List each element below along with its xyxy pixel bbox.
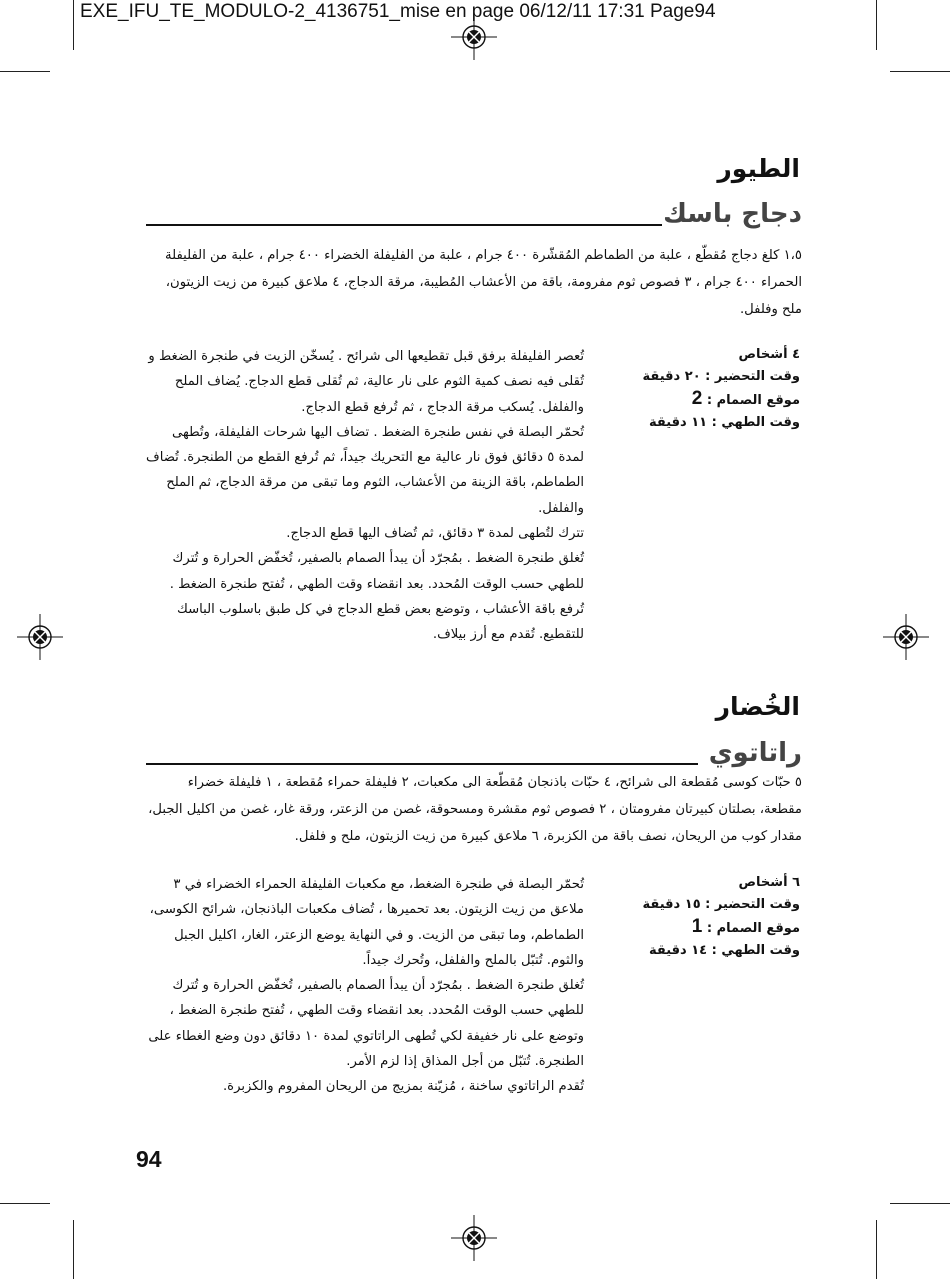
valve-label: موقع الصمام : [706, 921, 800, 936]
registration-mark-bottom [451, 1215, 497, 1261]
crop-mark-top-right-h [890, 71, 950, 72]
method-step: تُحمّر البصلة في طنجرة الضغط، مع مكعبات الفليفلة الحمراء الخضراء في ٣ ملاعق من زيت الزيتون. بعد تحميرها ، تُضاف مكعبات الباذنجان، شرائح الكوسى، الطماطم، وما تبقى من الزيت. و في النهاية يوضع الزعتر، الغار، اكليل الجبل والثوم. تُتبّل بالملح والفلفل، وتُحرك جيداً. [149, 877, 584, 968]
valve-position [600, 916, 800, 940]
method-step: تُرفع باقة الأعشاب ، وتوضع بعض قطع الدجاج في كل طبق باسلوب الباسك للتقطيع. تُقدم مع أرز بيلاف. [176, 601, 584, 643]
recipe-title-ratatouille: راتاتوي [708, 738, 802, 768]
cook-time-text: وقت الطهي : ١١ دقيقة [648, 415, 800, 430]
servings-text: ٤ أشخاص [738, 347, 800, 362]
crop-mark-top-left-v [73, 0, 74, 50]
method-step: تُغلق طنجرة الضغط . بمُجرّد أن يبدأ الصمام بالصفير، تُخفّض الحرارة و تُترك للطهي حسب الوقت المُحدد. بعد انقضاء وقت الطهي ، تُفتح طنجرة الضغط . [169, 551, 584, 592]
ingredients-paragraph: ٥ حبّات كوسى مُقطعة الى شرائح، ٤ حبّات باذنجان مُقطّعة الى مكعبات، ٢ فليفلة حمراء مُقطعة ، ١ فليفلة خضراء مقطعة، بصلتان كبيرتان مفرومتان ، ٢ فصوص ثوم مقشرة ومسحوقة، غصن من الزعتر، ورقة غار، غصن من اكليل الجبل، مقدار كوب من الريحان، نصف باقة من الكزبرة، ٦ ملاعق كبيرة من زيت الزيتون، ملح و فلفل. [148, 775, 802, 844]
recipe-title-rule [146, 763, 698, 765]
prep-time-text: وقت التحضير : ٢٠ دقيقة [642, 369, 800, 384]
recipe-info-block [600, 344, 800, 434]
servings-text: ٦ أشخاص [738, 875, 800, 890]
section-title-vegetables: الخُضار [715, 692, 800, 721]
ingredients-paragraph: ١،٥ كلغ دجاج مُقطّع ، علبة من الطماطم المُقشّرة ٤٠٠ جرام ، علبة من الفليفلة الخضراء ٤٠٠ جرام ، علبة من الفليفلة الحمراء ٤٠٠ جرام ، ٣ فصوص ثوم مفرومة، باقة من الأعشاب المُطيبة، مرقة الدجاج، ٤ ملاعق كبيرة من زيت الزيتون، ملح وفلفل. [165, 248, 802, 317]
registration-mark-left [17, 614, 63, 660]
valve-label: موقع الصمام : [706, 393, 800, 408]
method-step: تُغلق طنجرة الضغط . بمُجرّد أن يبدأ الصمام بالصفير، تُخفّض الحرارة و تُترك للطهي حسب الوقت المُحدد. بعد انقضاء وقت الطهي ، تُفتح طنجرة الضغط ، وتوضع على نار خفيفة لكي تُطهى الراتاتوي لمدة ١٠ دقائق دون وضع الغطاء على الطنجرة. تُتبّل من أجل المذاق إذا لزم الأمر. [148, 978, 584, 1070]
method-step: تُحمّر البصلة في نفس طنجرة الضغط . تضاف اليها شرحات الفليفلة، وتُطهى لمدة ٥ دقائق فوق نار عالية مع التحريك جيداً، ثم تُرفع القطع من الطنجرة. تُضاف الطماطم، باقة الزينة من الأعشاب، الثوم وما تبقى من مرقة الدجاج، ثم الملح والفلفل. [146, 424, 584, 516]
method-step: تُقدم الراتاتوي ساخنة ، مُزيّنة بمزيج من الريحان المفروم والكزبرة. [222, 1079, 584, 1095]
print-slug: EXE_IFU_TE_MODULO-2_4136751_mise en page 06/12/11 17:31 Page94 [80, 1, 716, 22]
method-text [146, 872, 584, 1100]
valve-value: 2 [691, 388, 703, 409]
crop-mark-top-right-v [876, 0, 877, 50]
valve-position [600, 388, 800, 412]
method-text [146, 344, 584, 648]
section-title-poultry: الطيور [717, 154, 800, 183]
registration-mark-top [451, 14, 497, 60]
crop-mark-bottom-right-v [876, 1220, 877, 1279]
recipe-title-basque-chicken: دجاج باسك [663, 199, 802, 229]
crop-mark-bottom-left-h [0, 1203, 50, 1204]
registration-mark-right [883, 614, 929, 660]
recipe-title-rule [146, 224, 662, 226]
page-number: 94 [136, 1146, 162, 1172]
crop-mark-bottom-right-h [890, 1203, 950, 1204]
method-step: تُعصر الفليفلة برفق قبل تقطيعها الى شرائح . يُسخّن الزيت في طنجرة الضغط و تُقلى فيه نصف كمية الثوم على نار عالية، ثم تُقلى قطع الدجاج. يُضاف الملح والفلفل. يُسكب مرقة الدجاج ، ثم تُرفع قطع الدجاج. [148, 349, 584, 415]
recipe-info-block [600, 872, 800, 962]
cook-time-text: وقت الطهي : ١٤ دقيقة [648, 943, 800, 958]
crop-mark-bottom-left-v [73, 1220, 74, 1279]
method-step: تترك لتُطهى لمدة ٣ دقائق، ثم تُضاف اليها قطع الدجاج. [286, 526, 584, 542]
valve-value: 1 [691, 916, 703, 937]
crop-mark-top-left-h [0, 71, 50, 72]
prep-time-text: وقت التحضير : ١٥ دقيقة [642, 897, 800, 912]
